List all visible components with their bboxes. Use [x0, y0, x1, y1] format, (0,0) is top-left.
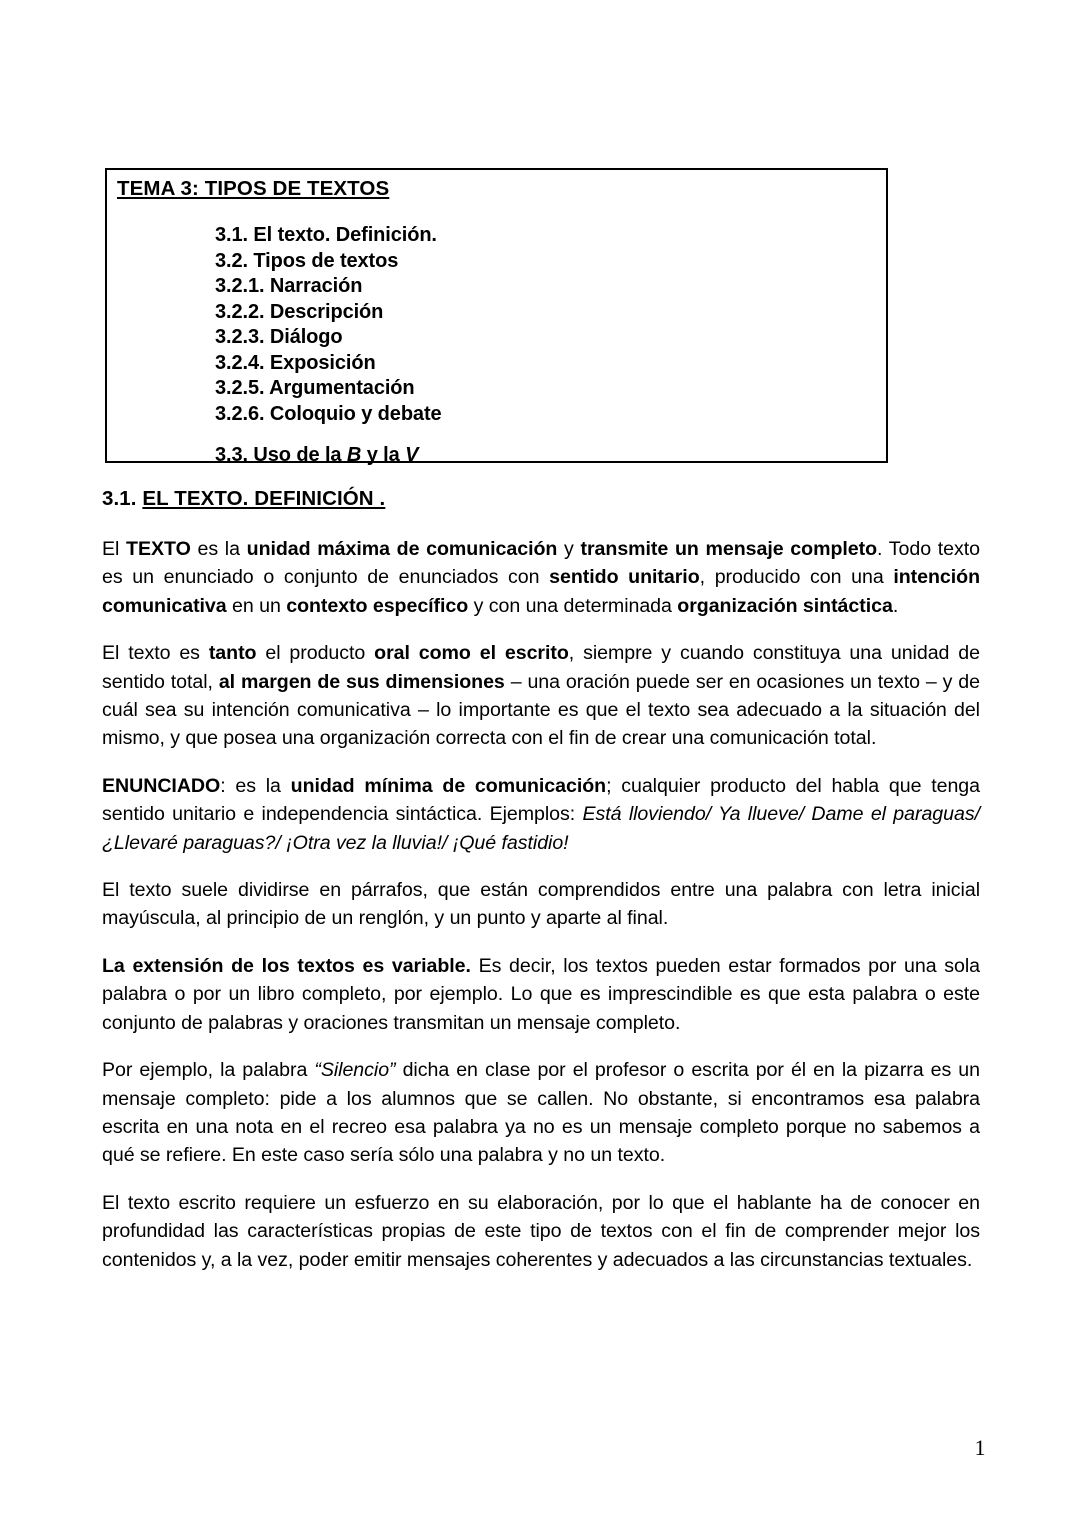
text-run: unidad máxima de comunicación [246, 538, 558, 560]
toc-item: 3.2.4. Exposición [215, 351, 376, 374]
toc-letter-b: B [346, 444, 362, 466]
toc-uso-prefix: 3.3. Uso de la [215, 444, 347, 466]
text-run: unidad mínima de comunicación [290, 774, 607, 797]
toc-item-uso-b-v [215, 443, 855, 469]
text-run: . Todo texto es un enunciado o conjunto de enunciados con [102, 538, 980, 589]
text-run: TEXTO [126, 538, 191, 560]
p-texto-definicion [102, 535, 980, 620]
text-run: La extensión de los textos es variable. [102, 954, 471, 977]
table-of-contents [215, 223, 855, 469]
p-oral-escrito [102, 639, 980, 753]
toc-uso-middle: y la [361, 444, 406, 466]
body-text [102, 535, 980, 1274]
toc-item: 3.2.5. Argumentación [215, 377, 415, 399]
text-run: ; cualquier producto del habla que tenga sentido unitario e independencia sintáctica. Ejemplos: [102, 774, 980, 826]
section-heading-number: 3.1. [102, 487, 143, 510]
text-run: El texto suele dividirse en párrafos, que están comprendidos entre una palabra con letra inicial mayúscula, al principio de un renglón, y un punto y aparte al final. [102, 879, 980, 930]
text-run: y [557, 538, 581, 560]
text-run: contexto específico [286, 594, 469, 617]
text-run: ENUNCIADO [102, 774, 221, 797]
text-run: intención comunicativa [102, 566, 981, 617]
text-run: Por ejemplo, la palabra [102, 1059, 315, 1082]
text-run: oral como el escrito [374, 642, 569, 665]
toc-item: 3.2.1. Narración [215, 275, 363, 297]
text-run: . [892, 594, 899, 617]
section-heading-title: EL TEXTO. DEFINICIÓN . [142, 487, 386, 510]
p-extension [102, 952, 980, 1037]
text-run: al margen de sus dimensiones [218, 670, 505, 693]
text-run: en un [226, 594, 287, 617]
page-number: 1 [974, 1435, 986, 1460]
p-silencio [102, 1056, 980, 1170]
text-run: El texto escrito requiere un esfuerzo en su elaboración, por lo que el hablante ha de conocer en profundidad las características propias de este tipo de textos con el fin de comprender mejor los contenidos y, a la vez, poder emitir mensajes coherentes y adecuados a las circunstancias textuales. [102, 1191, 980, 1271]
text-run: : es la [220, 774, 291, 797]
toc-item: 3.2.2. Descripción [215, 300, 384, 323]
section-heading [102, 487, 385, 511]
toc-item: 3.2.6. Coloquio y debate [215, 402, 442, 425]
topic-title: TEMA 3: TIPOS DE TEXTOS [117, 177, 390, 200]
text-run: El texto es [102, 642, 209, 665]
p-parrafos [102, 876, 980, 933]
text-run: , producido con una [699, 566, 894, 589]
text-run: “Silencio” [314, 1059, 396, 1082]
p-texto-escrito [102, 1189, 980, 1274]
text-run: dicha en clase por el profesor o escrita por él en la pizarra es un mensaje completo: pide a los alumnos que se callen. No obstante, si encontramos esa palabra escrita en una nota en el recreo esa palabra ya no es un mensaje completo porque no sabemos a qué se refiere. En este caso sería sólo una palabra y no un texto. [102, 1059, 980, 1167]
text-run: El [102, 538, 127, 560]
toc-item: 3.2.3. Diálogo [215, 326, 343, 348]
toc-item: 3.1. El texto. Definición. [215, 224, 437, 246]
text-run: organización sintáctica [677, 594, 893, 617]
toc-item: 3.2. Tipos de textos [215, 249, 399, 272]
text-run: Es decir, los textos pueden estar formados por una sola palabra o por un libro completo, por ejemplo. Lo que es imprescindible es que esta palabra o este conjunto de palabras y oraciones transmitan un mensaje completo. [102, 954, 980, 1034]
text-run: tanto [208, 642, 257, 665]
text-run: y con una determinada [468, 594, 678, 617]
topic-outline-box [105, 168, 888, 466]
text-run: sentido unitario [549, 566, 700, 589]
text-run: transmite un mensaje completo [580, 538, 877, 560]
text-run: – una oración puede ser en ocasiones un texto – y de cuál sea su intención comunicativa – lo importante es que el texto sea adecuado a la situación del mismo, y que posea una organización correcta con el fin de crear una comunicación total. [102, 670, 980, 750]
text-run: , siempre y cuando constituya una unidad de sentido total, [102, 642, 980, 693]
text-run: el producto [256, 642, 375, 665]
p-enunciado [102, 772, 980, 857]
text-run: Está lloviendo/ Ya llueve/ Dame el paraguas/ ¿Llevaré paraguas?/ ¡Otra vez la lluvia!/ ¡Qué fastidio! [102, 803, 980, 854]
toc-letter-v: V [405, 444, 419, 466]
text-run: es la [190, 538, 247, 560]
